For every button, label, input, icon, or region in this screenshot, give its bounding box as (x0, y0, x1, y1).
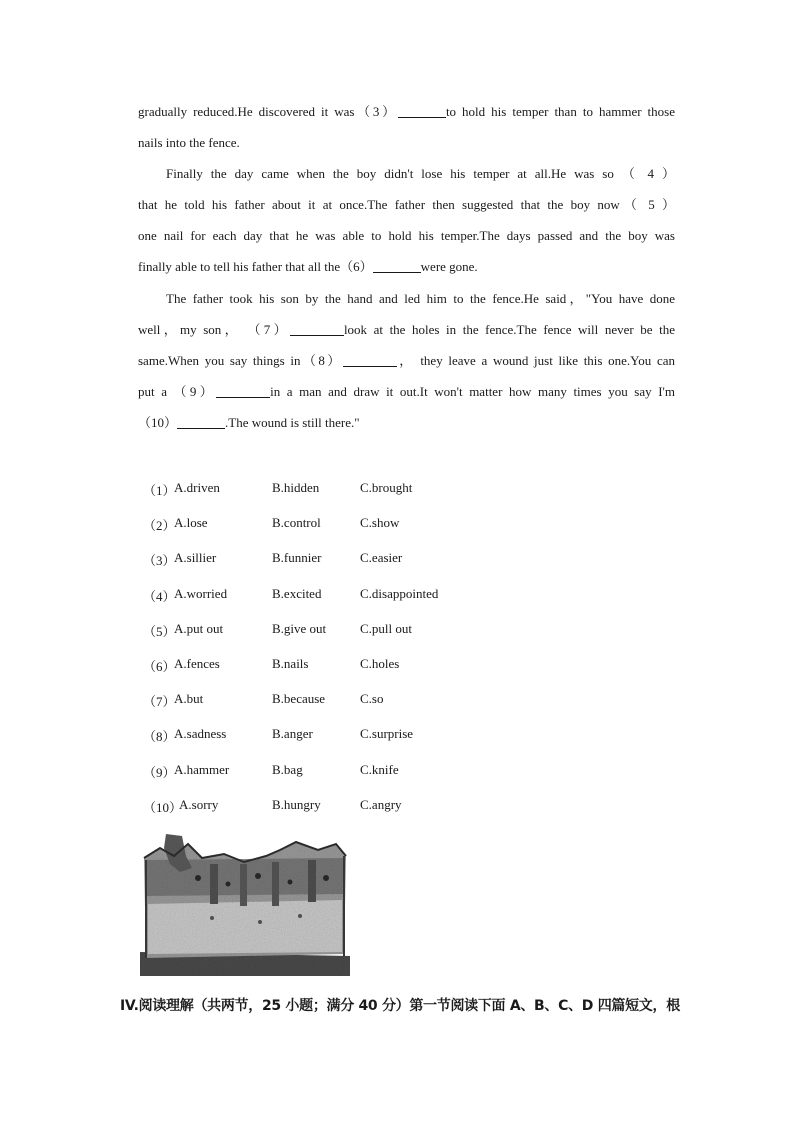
option-c: C.pull out (360, 620, 413, 636)
option-a: A.driven (174, 480, 220, 495)
passage-line: one nail for each day that he was able to hold his temper.The days passed and the boy was (138, 228, 675, 243)
option-c: C.so (360, 691, 384, 707)
option-a: A.fences (174, 655, 220, 671)
answer-blank-8 (343, 353, 397, 367)
question-number: （10） (143, 799, 183, 815)
option-c: C.show (360, 515, 400, 531)
option-b: B.nails (272, 655, 309, 671)
passage-line: that he told his father about it at once.The father then suggested that the boy now（ 5 ） (138, 197, 675, 212)
question-number: （2） (143, 518, 176, 534)
question-number: （8） (143, 729, 176, 745)
option-b: B.hungry (272, 796, 321, 812)
option-b: B.hidden (272, 480, 320, 495)
passage-paragraph-1 (138, 96, 675, 158)
option-a: A.sorry (179, 796, 219, 812)
option-c: C.surprise (360, 726, 414, 742)
option-a: A.hammer (174, 761, 230, 777)
option-c: C.easier (360, 550, 403, 566)
question-number: （5） (143, 623, 176, 639)
answer-blank-10 (177, 415, 225, 429)
passage-line: gradually reduced.He discovered it was（3） to hold his temper than to hammer those (138, 104, 675, 119)
option-a: A.put out (174, 620, 224, 636)
fence-illustration (140, 834, 350, 976)
option-c: C.knife (360, 761, 399, 777)
option-a: A.but (174, 691, 204, 707)
answer-blank-6 (373, 259, 421, 273)
section-heading: IV.阅读理解（共两节，25 小题；满分 40 分）第一节阅读下面 A、B、C、D 四篇短文，根 (120, 998, 680, 1014)
option-c: C.angry (360, 796, 402, 812)
question-number: （7） (143, 694, 176, 710)
option-c: C.holes (360, 655, 400, 671)
question-number: （6） (143, 658, 176, 674)
option-c: C.disappointed (360, 585, 439, 601)
question-number: （1） (143, 483, 176, 498)
option-b: B.bag (272, 761, 303, 777)
option-a: A.worried (174, 585, 228, 601)
question-number: （4） (143, 588, 176, 604)
option-a: A.sillier (174, 550, 217, 566)
passage-line: finally able to tell his father that all the（6） were gone. (138, 259, 478, 274)
answer-blank-3 (398, 104, 446, 118)
option-a: A.sadness (174, 726, 227, 742)
option-b: B.funnier (272, 550, 322, 566)
option-b: B.give out (272, 620, 327, 636)
question-number: （9） (143, 764, 176, 780)
passage-paragraph-3 (138, 283, 675, 438)
question-number: （3） (143, 553, 176, 569)
passage-line: same.When you say things in（8） ， they leave a wound just like this one.You can (138, 353, 675, 368)
option-a: A.lose (174, 515, 208, 531)
option-b: B.control (272, 515, 321, 531)
option-b: B.anger (272, 726, 313, 742)
passage-paragraph-2 (138, 158, 675, 282)
answer-blank-9 (216, 384, 270, 398)
passage-line: The father took his son by the hand and led him to the fence.He said，"You have done (166, 291, 675, 306)
answer-blank-7 (290, 322, 344, 336)
passage-line: well，my son， （7） look at the holes in the fence.The fence will never be the (138, 322, 675, 337)
passage-line: （10） .The wound is still there." (138, 415, 360, 430)
option-b: B.because (272, 691, 326, 707)
passage-line: Finally the day came when the boy didn't lose his temper at all.He was so （ 4 ） (166, 166, 675, 181)
passage-line: put a （9） in a man and draw it out.It won't matter how many times you say I'm (138, 384, 675, 399)
option-c: C.brought (360, 480, 413, 495)
passage-line: nails into the fence. (138, 135, 240, 150)
option-b: B.excited (272, 585, 322, 601)
